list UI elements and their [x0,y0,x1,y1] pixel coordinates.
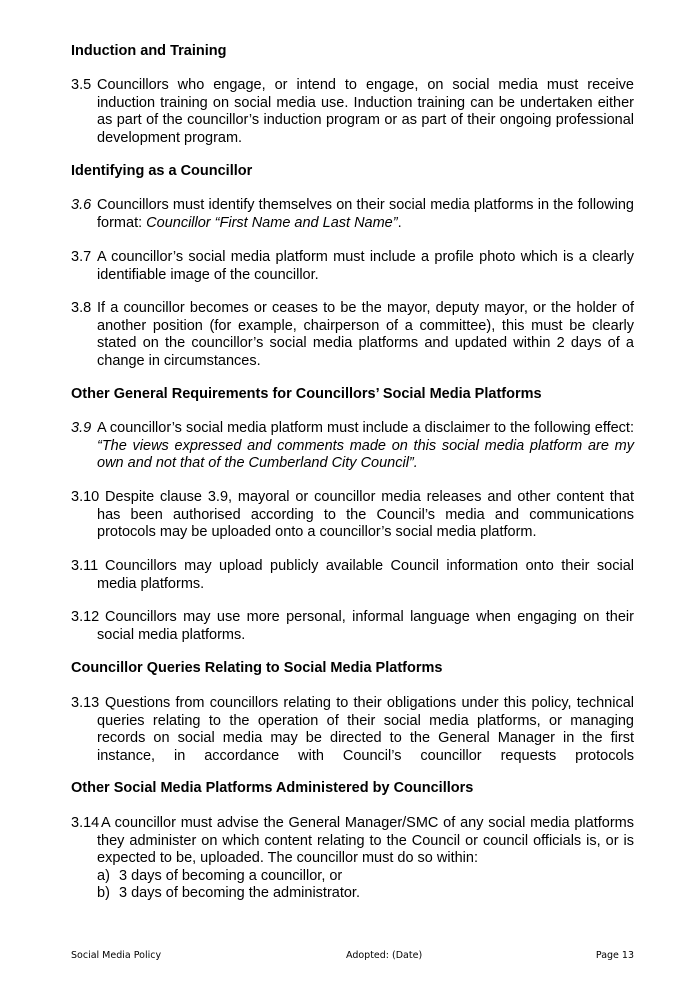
clause-text-main: Despite clause 3.9, mayoral or councillor media releases and other content that has been authorised according to the Council’s media and communications protocols may be uploaded onto a councillor’s social media platform. [97,489,634,540]
clause-text-end: . [397,214,402,231]
clause-3-10 [71,489,634,542]
timeframe-list [71,868,634,903]
heading-identifying-councillor: Identifying as a Councillor [71,163,253,179]
clause-number: 3.11 [71,558,99,574]
clause-text: If a councillor becomes or ceases to be the mayor, deputy mayor, or the holder of another position (for example, chairperson of a committee), this must be clearly stated on the councillor’s social media platforms and updated within 2 days of a change in circumstances. [97,300,634,369]
footer-page-number: Page 13 [595,950,634,961]
clause-text-main: Councillors may upload publicly available Council information onto their social media platforms. [97,558,634,592]
heading-general-requirements: Other General Requirements for Councillors’ Social Media Platforms [71,386,542,402]
clause-text [71,815,634,868]
clause-3-8 [71,300,634,370]
clause-3-12 [71,609,634,644]
clause-3-7 [71,249,634,284]
clause-3-11 [71,558,634,593]
list-item [97,885,634,903]
clause-text-main: Councillors may use more personal, informal language when engaging on their social media platforms. [97,609,634,643]
clause-text [71,489,634,542]
clause-text [71,558,634,593]
disclaimer-quote: “The views expressed and comments made on this social media platform are my own and not that of the Cumberland City Council”. [97,437,634,471]
clause-text-main: Questions from councillors relating to their obligations under this policy, technical queries relating to the operation of their social media platforms, or managing records on social media may be directed to the General Manager in the first instance, in accordance with Council’s councillor requests protocols [97,695,634,764]
clause-text [71,695,634,765]
footer-adopted-date: Adopted: (Date) [346,950,423,961]
heading-councillor-queries: Councillor Queries Relating to Social Media Platforms [71,660,443,676]
clause-text [71,197,634,232]
clause-number: 3.6 [71,197,92,213]
clause-3-14 [71,815,634,903]
page-footer [71,950,634,964]
clause-number: 3.8 [71,300,92,316]
clause-text: A councillor’s social media platform must include a profile photo which is a clearly identifiable image of the councillor. [97,249,634,283]
list-item-text: 3 days of becoming the administrator. [119,885,360,901]
clause-text [71,420,634,473]
clause-number: 3.13 [71,695,100,711]
clause-3-9 [71,420,634,473]
name-format: Councillor “First Name and Last Name” [146,214,398,231]
clause-3-6 [71,197,634,232]
clause-3-13 [71,695,634,765]
clause-text-main: A councillor must advise the General Manager/SMC of any social media platforms they administer on which content relating to the Council or council officials is, or is expected to be, uploaded. The councillor must do so within: [97,815,634,866]
clause-text-main: Councillors must identify themselves on their social media platforms in the following format: [97,197,634,231]
clause-text [71,609,634,644]
list-item-text: 3 days of becoming a councillor, or [119,867,343,884]
clause-number: 3.5 [71,77,92,93]
footer-document-title: Social Media Policy [71,950,162,961]
clause-number: 3.7 [71,249,92,265]
heading-other-platforms: Other Social Media Platforms Administered by Councillors [71,780,474,796]
clause-number: 3.12 [71,609,100,625]
list-marker: b) [97,885,110,901]
clause-number: 3.10 [71,489,100,505]
list-marker: a) [97,867,110,884]
clause-text: Councillors who engage, or intend to engage, on social media must receive induction training on social media use. Induction training can be undertaken either as part of the councillor’s induction program or as part of their ongoing professional development program. [97,77,634,146]
clause-number: 3.14 [71,815,100,831]
list-item [97,868,634,886]
clause-text-main: A councillor’s social media platform must include a disclaimer to the following effect: [97,420,634,436]
clause-number: 3.9 [71,420,92,436]
heading-induction-training: Induction and Training [71,43,227,59]
clause-3-5 [71,77,634,147]
